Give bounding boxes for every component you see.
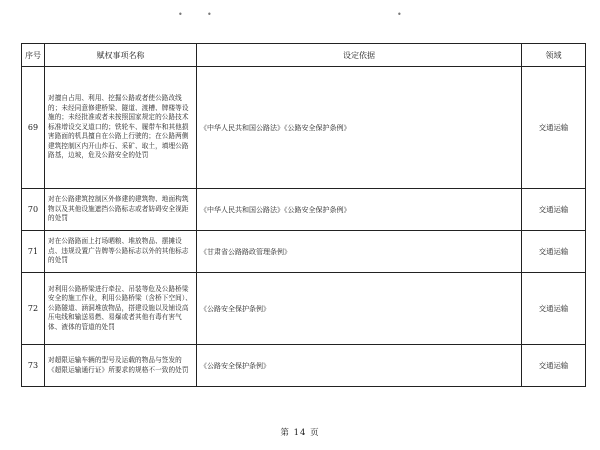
row-item-name: 对利用公路桥梁进行牵拉、吊装等危及公路桥梁安全的施工作业，利用公路桥梁（含桥下空间）、公路隧道、涵洞堆放物品，搭建设施以及铺设高压电线和输送易燃、易爆或者其他有毒有害气体、液体的管道的处罚 bbox=[45, 273, 197, 345]
row-item-name: 对在公路建筑控制区外修建的建筑物、地面构筑物以及其他设施遮挡公路标志或者妨碍安全视距的处罚 bbox=[45, 189, 197, 231]
scan-dot: • bbox=[397, 10, 402, 19]
scan-marks bbox=[0, 12, 600, 18]
table-row bbox=[22, 345, 586, 387]
table-header bbox=[22, 44, 586, 67]
table-row bbox=[22, 231, 586, 273]
row-serial: 71 bbox=[22, 231, 45, 273]
header-row bbox=[22, 44, 586, 67]
scan-dot: • bbox=[207, 10, 212, 19]
table-row bbox=[22, 189, 586, 231]
row-domain: 交通运输 bbox=[522, 67, 586, 189]
row-serial: 73 bbox=[22, 345, 45, 387]
row-legal-basis: 《公路安全保护条例》 bbox=[197, 345, 522, 387]
row-legal-basis: 《中华人民共和国公路法》《公路安全保护条例》 bbox=[197, 189, 522, 231]
header-domain: 领域 bbox=[522, 44, 586, 67]
row-item-name: 对超限运输车辆的型号及运载的物品与签发的《超限运输通行证》所要求的规格不一致的处罚 bbox=[45, 345, 197, 387]
row-legal-basis: 《中华人民共和国公路法》《公路安全保护条例》 bbox=[197, 67, 522, 189]
row-serial: 69 bbox=[22, 67, 45, 189]
row-domain: 交通运输 bbox=[522, 189, 586, 231]
header-serial: 序号 bbox=[22, 44, 45, 67]
table-row bbox=[22, 67, 586, 189]
row-domain: 交通运输 bbox=[522, 345, 586, 387]
row-serial: 70 bbox=[22, 189, 45, 231]
header-legal-basis: 设定依据 bbox=[197, 44, 522, 67]
permits-table bbox=[21, 43, 586, 387]
row-domain: 交通运输 bbox=[522, 273, 586, 345]
page-number: 第 14 页 bbox=[280, 428, 320, 438]
row-serial: 72 bbox=[22, 273, 45, 345]
row-item-name: 对在公路路面上打场晒粮、堆放物品、摆摊设点、违规设置广告牌等公路标志以外的其他标志的处罚 bbox=[45, 231, 197, 273]
row-legal-basis: 《甘肃省公路路政管理条例》 bbox=[197, 231, 522, 273]
header-item-name: 赋权事项名称 bbox=[45, 44, 197, 67]
row-domain: 交通运输 bbox=[522, 231, 586, 273]
scan-dot: • bbox=[178, 10, 183, 19]
table-row bbox=[22, 273, 586, 345]
row-item-name: 对擅自占用、利用、挖掘公路或者使公路改线的；未经同意修建桥梁、隧道、渡槽、牌楼等设施的；未经批准或者未按照国家规定的公路技术标准增设交叉道口的；铁轮车、履带车和其他损害路面的机具擅自在公路上行驶的；在公路两侧建筑控制区内开山炸石、采矿、取土，填埋公路路基，边坡，危及公路安全的处罚 bbox=[45, 67, 197, 189]
row-legal-basis: 《公路安全保护条例》 bbox=[197, 273, 522, 345]
